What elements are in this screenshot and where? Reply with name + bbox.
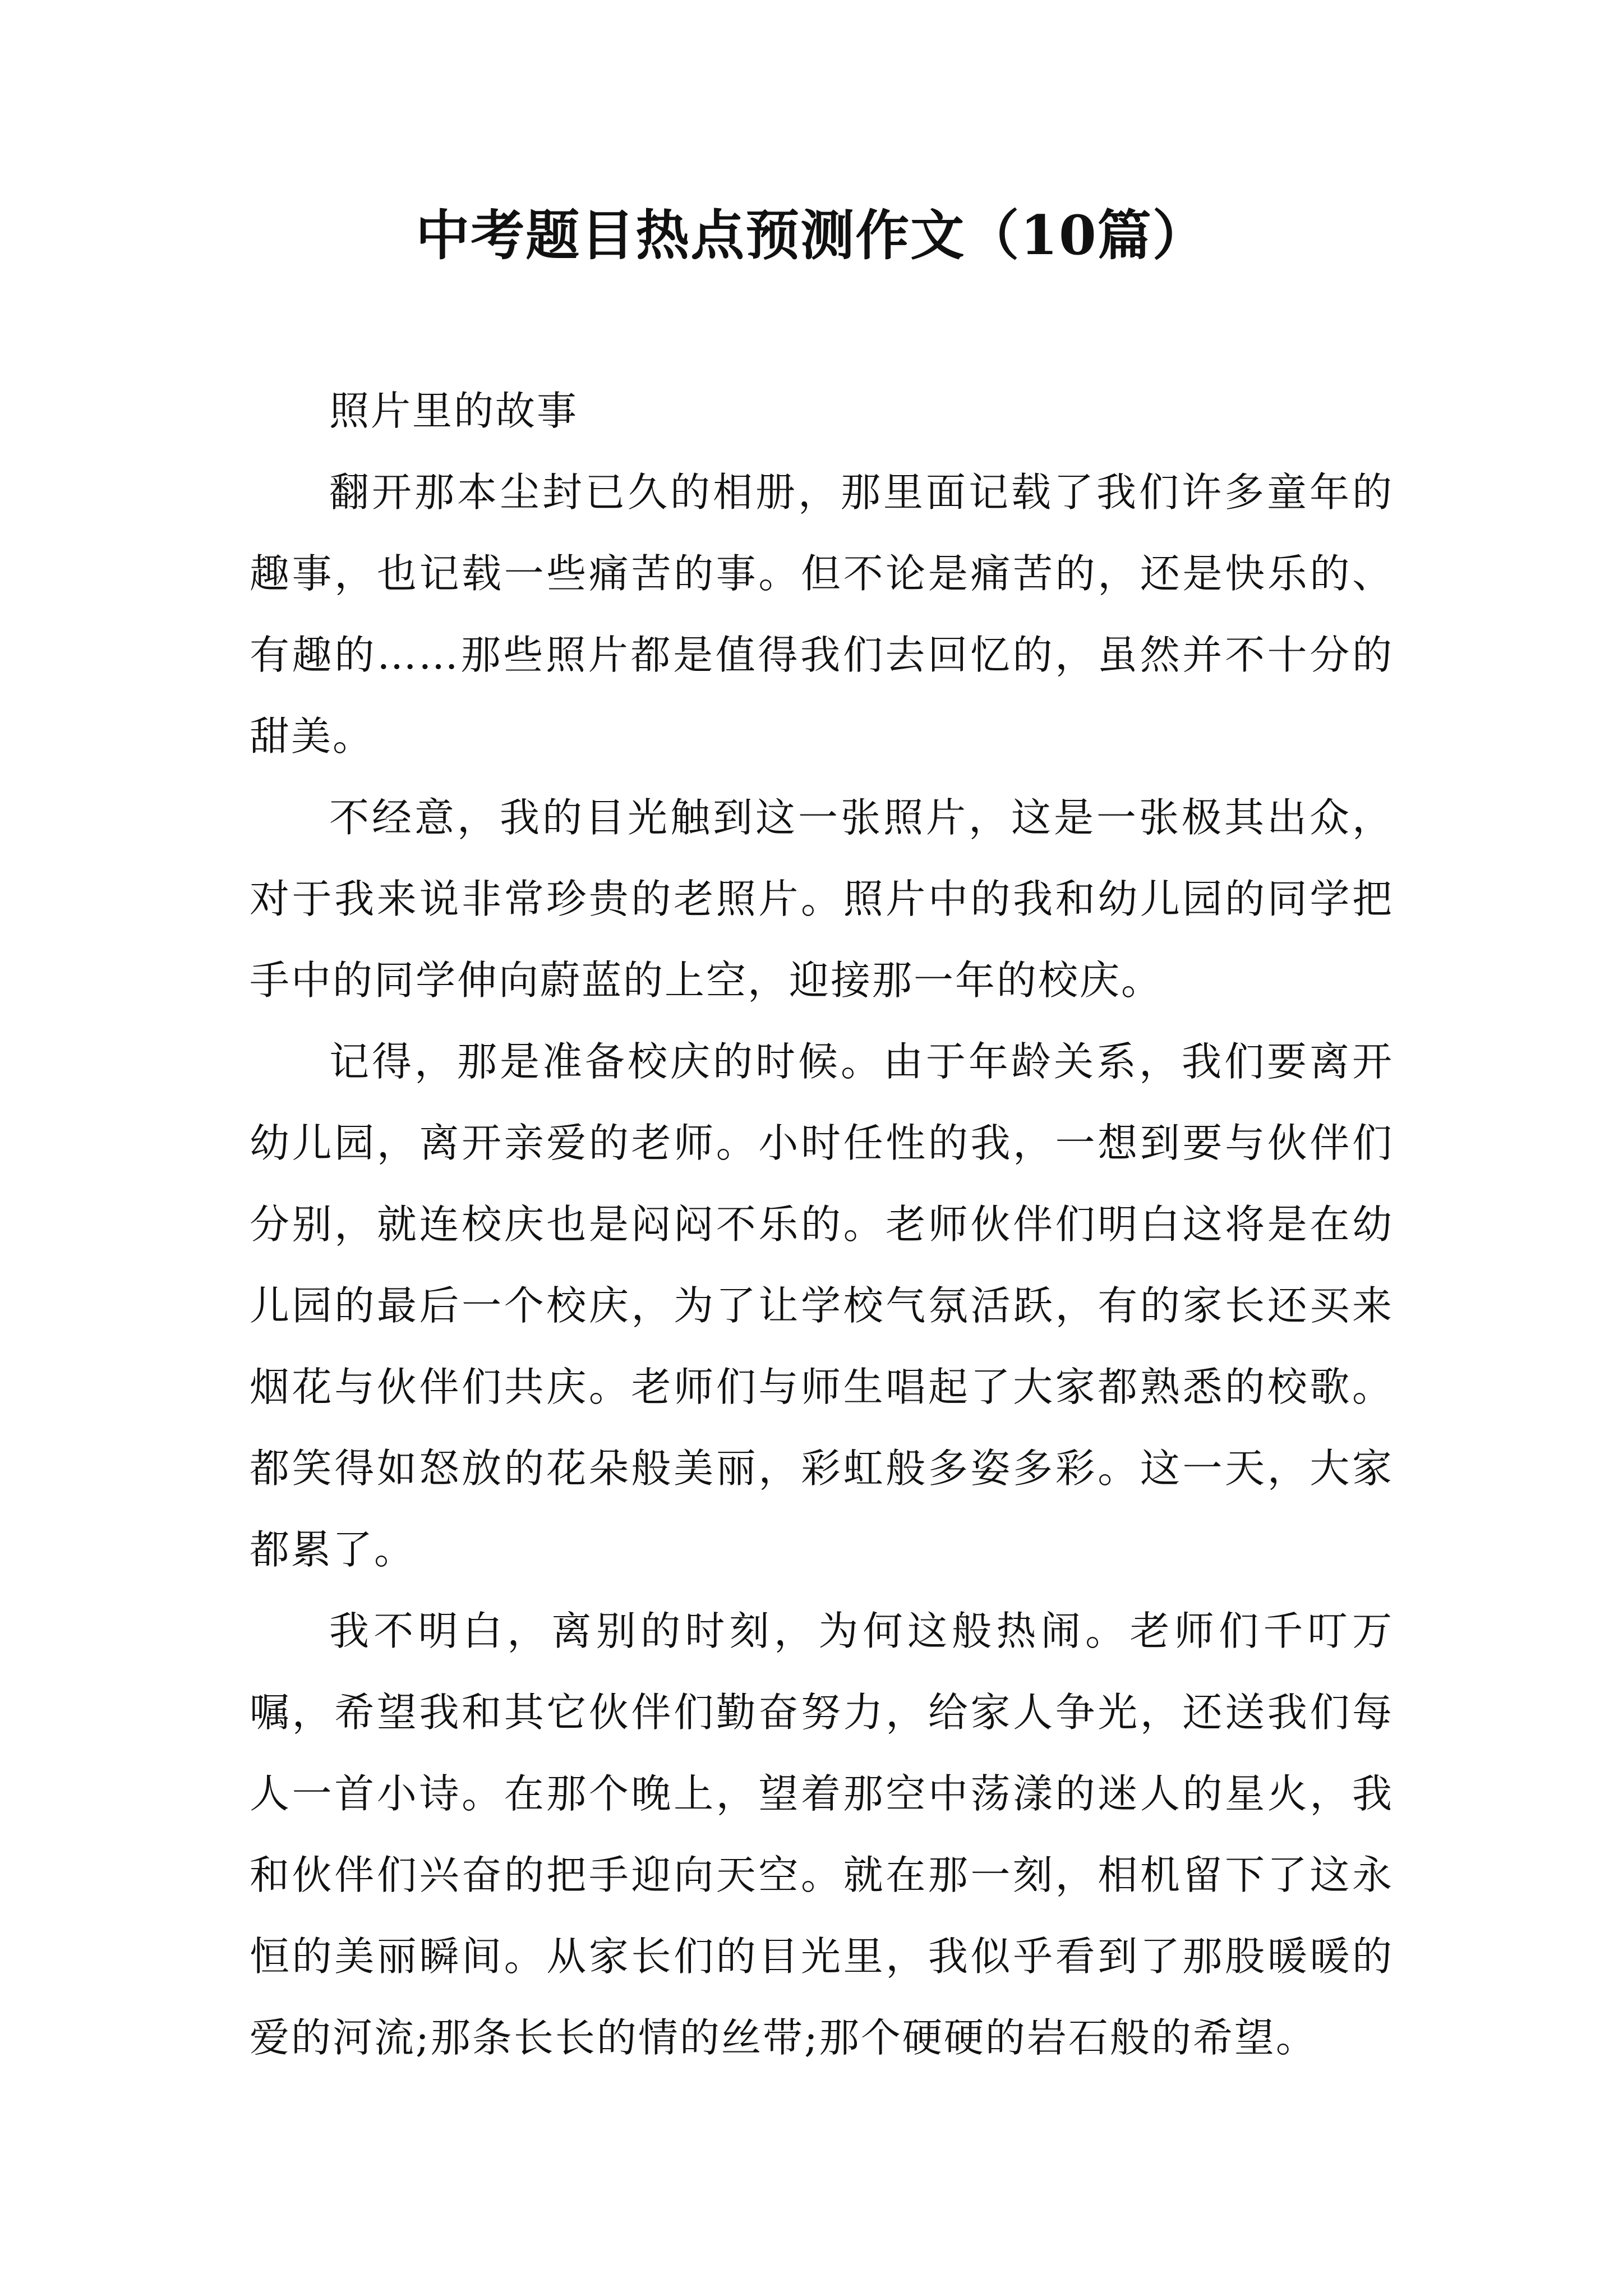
paragraph: 记得，那是准备校庆的时候。由于年龄关系，我们要离开幼儿园，离开亲爱的老师。小时任性的我，一想到要与伙伴们分别，就连校庆也是闷闷不乐的。老师伙伴们明白这将是在幼儿园的最后一个校庆，为了让学校气氛活跃，有的家长还买来烟花与伙伴们共庆。老师们与师生唱起了大家都熟悉的校歌。都笑得如怒放的花朵般美丽，彩虹般多姿多彩。这一天，大家都累了。	[250, 1038, 1394, 1573]
paragraph: 不经意，我的目光触到这一张照片，这是一张极其出众，对于我来说非常珍贵的老照片。照片中的我和幼儿园的同学把手中的同学伸向蔚蓝的上空，迎接那一年的校庆。	[250, 794, 1394, 1004]
paragraph: 我不明白，离别的时刻，为何这般热闹。老师们千叮万嘱，希望我和其它伙伴们勤奋努力，给家人争光，还送我们每人一首小诗。在那个晚上，望着那空中荡漾的迷人的星火，我和伙伴们兴奋的把手迎向天空。就在那一刻，相机留下了这永恒的美丽瞬间。从家长们的目光里，我似乎看到了那股暖暖的爱的河流;那条长长的情的丝带;那个硬硬的岩石般的希望。	[250, 1608, 1394, 2061]
document-body	[250, 370, 1394, 2078]
document-title: 中考题目热点预测作文（10篇）	[416, 204, 1207, 267]
paragraph: 翻开那本尘封已久的相册，那里面记载了我们许多童年的趣事，也记载一些痛苦的事。但不论是痛苦的，还是快乐的、有趣的……那些照片都是值得我们去回忆的，虽然并不十分的甜美。	[250, 469, 1394, 760]
essay-title: 照片里的故事	[329, 388, 579, 434]
